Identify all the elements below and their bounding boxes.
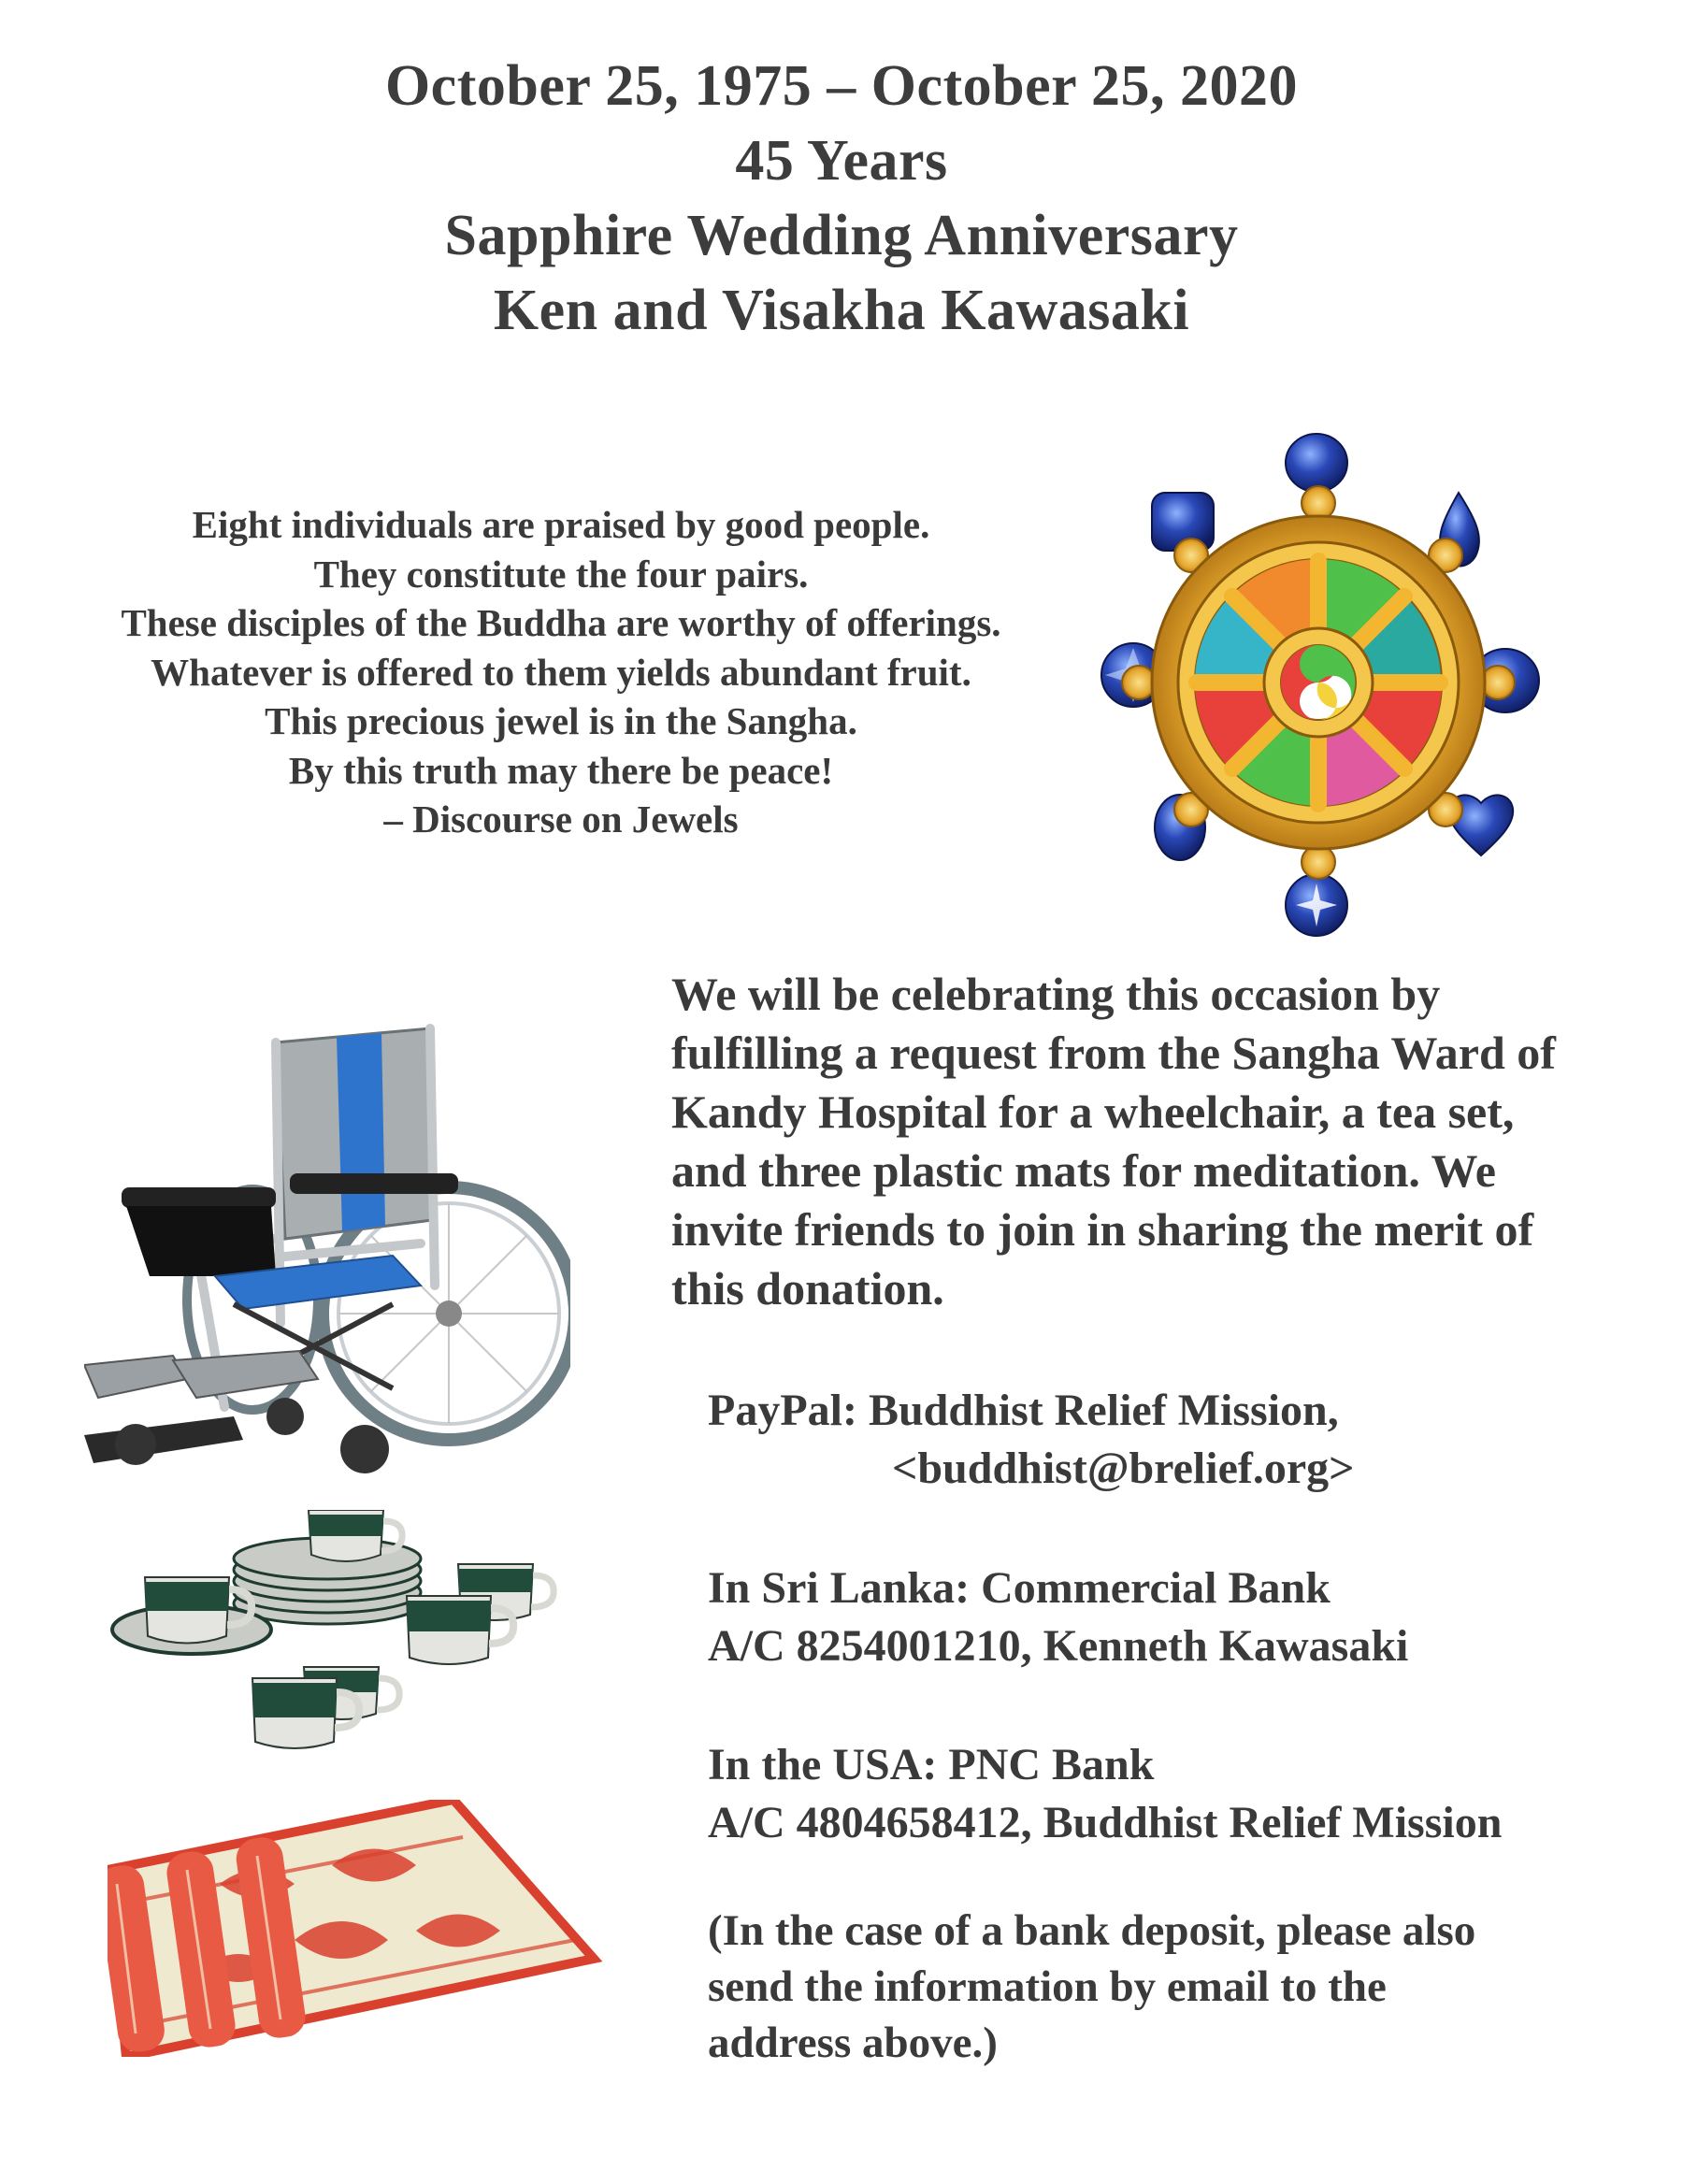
body-line: and three plastic mats for meditation. We <box>671 1144 1496 1197</box>
note-line: address above.) <box>708 2019 998 2067</box>
body-line: this donation. <box>671 1262 944 1315</box>
verse-attribution: – Discourse on Jewels <box>383 797 739 841</box>
meditation-mats-image <box>108 1800 603 2057</box>
note-line: send the information by email to the <box>708 1962 1387 2011</box>
anniversary-occasion: Sapphire Wedding Anniversary <box>444 204 1239 267</box>
verse-line: These disciples of the Buddha are worthy of offerings. <box>121 601 1001 644</box>
usa-account: A/C 4804658412, Buddhist Relief Mission <box>708 1798 1503 1847</box>
srilanka-bank-info <box>708 1559 1680 1675</box>
verse-quote <box>47 500 1075 844</box>
body-line: Kandy Hospital for a wheelchair, a tea set, <box>671 1085 1515 1138</box>
verse-line: They constitute the four pairs. <box>313 552 809 596</box>
paypal-email[interactable]: <buddhist@brelief.org> <box>892 1444 1355 1493</box>
tea-set-image <box>108 1510 575 1758</box>
dharma-wheel-illustration <box>1085 416 1552 949</box>
paypal-label: PayPal: Buddhist Relief Mission, <box>708 1386 1339 1435</box>
srilanka-bank-name: In Sri Lanka: Commercial Bank <box>708 1563 1331 1613</box>
anniversary-dates: October 25, 1975 – October 25, 2020 <box>384 54 1299 118</box>
deposit-note <box>708 1903 1643 2071</box>
usa-bank-info <box>708 1736 1680 1852</box>
body-line: invite friends to join in sharing the merit of <box>671 1203 1534 1256</box>
verse-line: Eight individuals are praised by good people. <box>192 503 930 546</box>
anniversary-years: 45 Years <box>735 129 948 193</box>
srilanka-account: A/C 8254001210, Kenneth Kawasaki <box>708 1621 1409 1671</box>
wheelchair-image <box>84 1005 570 1496</box>
body-line: fulfilling a request from the Sangha Ward of <box>671 1027 1556 1079</box>
verse-line: By this truth may there be peace! <box>288 748 834 792</box>
usa-bank-name: In the USA: PNC Bank <box>708 1740 1155 1789</box>
donation-description <box>671 965 1672 1318</box>
body-line: We will be celebrating this occasion by <box>671 968 1441 1020</box>
verse-line: Whatever is offered to them yields abundant fruit. <box>151 650 971 694</box>
wheel <box>1122 486 1515 879</box>
paypal-info <box>708 1382 1680 1498</box>
note-line: (In the case of a bank deposit, please also <box>708 1906 1476 1955</box>
title-block <box>0 49 1683 348</box>
verse-line: This precious jewel is in the Sangha. <box>265 699 857 742</box>
couple-names: Ken and Visakha Kawasaki <box>493 279 1190 342</box>
